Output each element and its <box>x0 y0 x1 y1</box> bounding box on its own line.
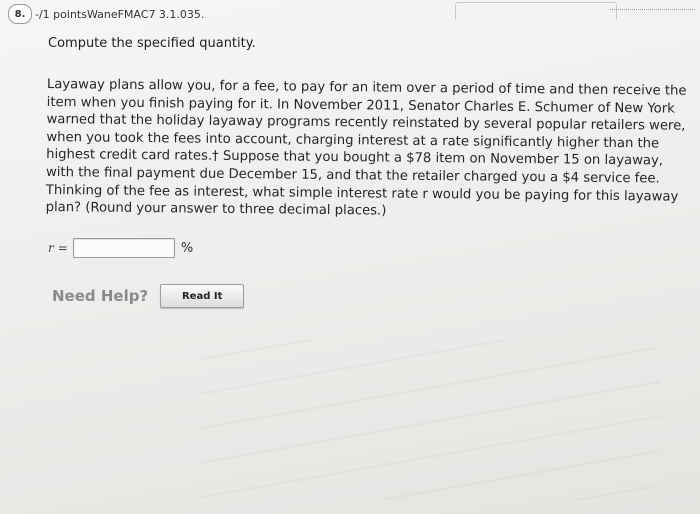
question-prompt: Compute the specified quantity. <box>48 36 256 51</box>
header-divider <box>610 9 695 10</box>
paper-bleed-through <box>200 340 660 500</box>
problem-text: Layaway plans allow you, for a fee, to pay for an item over a period of time and then receive the item when you finish paying for it. In November 2011, Senator Charles E. Schumer of New York warned that the holiday layaway programs recently reinstated by several popular retailers were, when you took the fees into account, charging interest at a rate significantly higher than the highest credit card rates.† Suppose that you bought a $78 item on November 15 on layaway, with the final payment due December 15, and that the retailer charged you a $4 service fee. Thinking of the fee as interest, what simple interest rate r would you be paying for this layaway plan? (Round your answer to three decimal places.) <box>45 76 687 219</box>
question-header <box>8 4 204 24</box>
answer-row <box>48 238 193 258</box>
need-help-label: Need Help? <box>52 287 149 305</box>
question-number-badge: 8. <box>8 4 32 24</box>
read-it-button[interactable]: Read It <box>160 284 244 308</box>
answer-variable-label: r <box>48 241 54 255</box>
header-decoration <box>455 2 617 19</box>
answer-input[interactable] <box>73 238 175 258</box>
percent-unit: % <box>180 240 194 256</box>
points-label: -/1 pointsWaneFMAC7 3.1.035. <box>35 7 205 21</box>
equals-sign: = <box>57 241 68 255</box>
help-row <box>52 284 244 308</box>
